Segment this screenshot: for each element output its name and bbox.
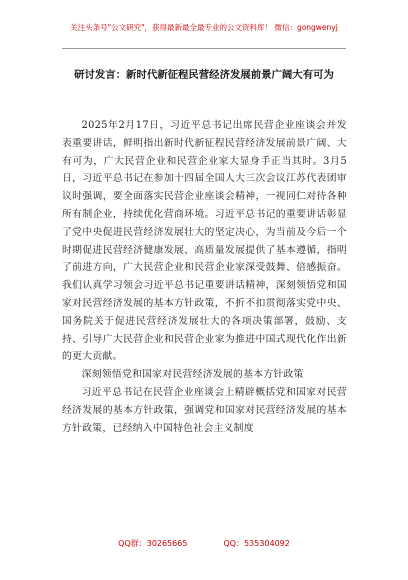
section-subheading: 深刻领悟党和国家对民营经济发展的基本方针政策 (81, 369, 304, 381)
promo-header: 关注头条号"公文研究"，获得最新最全最专业的公文资料库！ 微信：gongwenyj (70, 23, 338, 32)
document-title: 研讨发言：新时代新征程民营经济发展前景广阔大有可为 (74, 69, 334, 81)
qq-group-number: QQ群：30265665 (118, 539, 188, 548)
document-body (62, 117, 347, 437)
contact-footer (0, 538, 408, 549)
header-divider (62, 48, 346, 49)
body-paragraph: 2025年2月17日，习近平总书记出席民营企业座谈会并发表重要讲话，鲜明指出新时代新征程民营经济发展前景广阔、大有可为，广大民营企业和民营企业家大显身手正当其时。3月5日，习近平总书记在参加十四届全国人大三次会议江苏代表团审议时强调，要全面落实民营企业座谈会精神，一视同仁对待各种所有制企业，持续优化营商环境。习近平总书记的重要讲话彰显了党中央促进民营经济发展壮大的坚定决心，为当前及今后一个时期促进民营经济健康发展、高质量发展提供了基本遵循，指明了前进方向，广大民营企业和民营企业家深受鼓舞、倍感振奋。我们认真学习领会习近平总书记重要讲话精神，深刻领悟党和国家对民营经济发展的基本方针政策，不折不扣贯彻落实党中央、国务院关于促进民营经济发展壮大的各项决策部署，鼓励、支持、引导广大民营企业和民营企业家为推进中国式现代化作出新的更大贡献。 (62, 120, 347, 363)
body-paragraph: 习近平总书记在民营企业座谈会上精辟概括党和国家对民营经济发展的基本方针政策，强调党和国家对民营经济发展的基本方针政策，已经纳入中国特色社会主义制度 (62, 386, 347, 434)
qq-number: QQ：535304092 (223, 539, 290, 548)
